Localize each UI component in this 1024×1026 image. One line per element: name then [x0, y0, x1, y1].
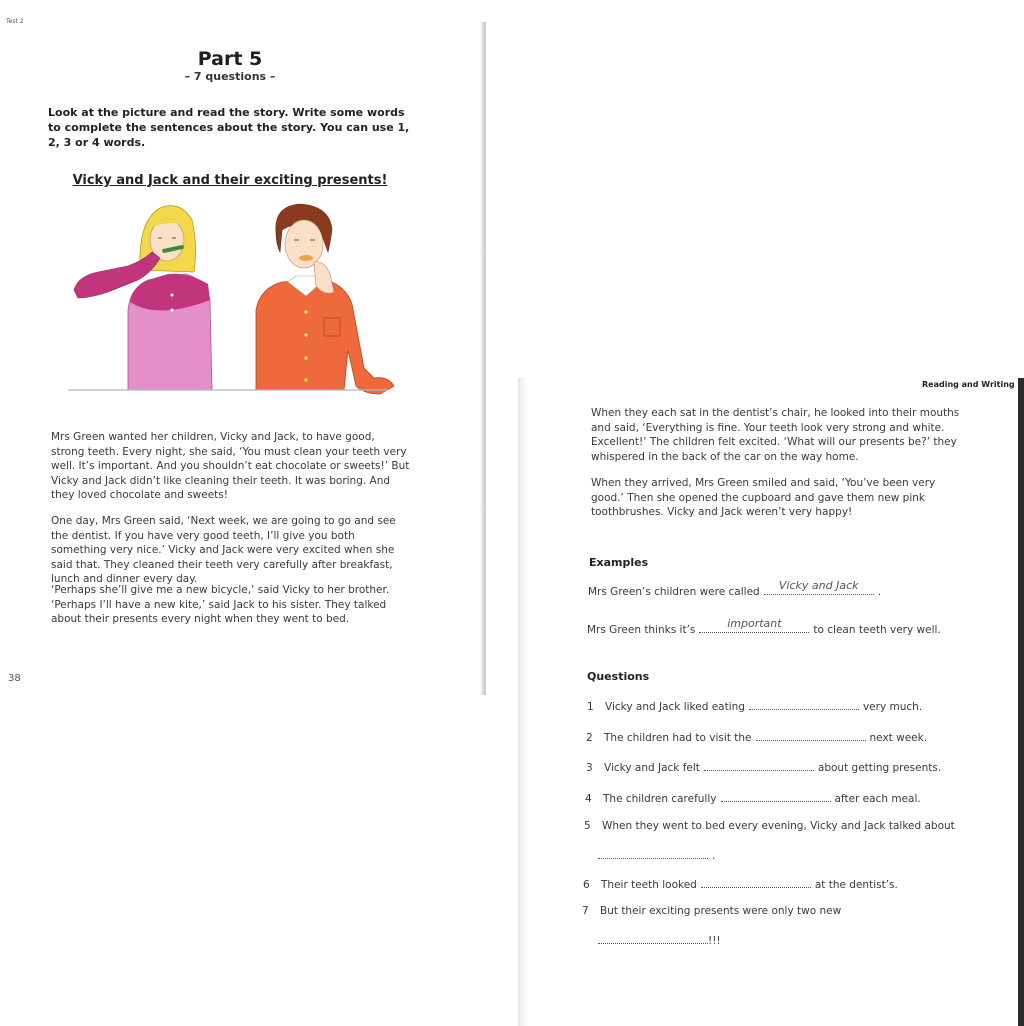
question-row: [584, 820, 955, 832]
question-number: 7: [582, 905, 589, 917]
answer-blank[interactable]: [721, 789, 831, 802]
question-text: next week.: [869, 732, 928, 744]
question-text: Vicky and Jack felt: [604, 762, 700, 774]
page-fold-right: [518, 378, 528, 1026]
question-text: !!!: [708, 935, 721, 947]
question-continuation: [598, 846, 715, 862]
story-paragraph: One day, Mrs Green said, ‘Next week, we are going to go and see the dentist. If you have very good teeth, I’ll give you both something very nice.’ Vicky and Jack were very excited when she said that. They cleaned their teeth very carefully after breakfast, lunch and dinner every day.: [51, 515, 396, 586]
page-number: 38: [8, 673, 21, 684]
question-text: about getting presents.: [817, 762, 942, 774]
questions-heading: Questions: [587, 670, 650, 683]
example-text: to clean teeth very well.: [813, 624, 941, 636]
vicky-figure: [74, 206, 212, 390]
story-title: Vicky and Jack and their exciting presents!: [72, 173, 388, 188]
jack-figure: [256, 204, 394, 394]
page-edge: [1018, 378, 1024, 1026]
answer-blank[interactable]: [701, 875, 811, 888]
examples-heading: Examples: [589, 556, 649, 569]
part-subtitle: – 7 questions –: [184, 70, 276, 83]
story-paragraph: ‘Perhaps she’ll give me a new bicycle,’ said Vicky to her brother. ‘Perhaps I’ll have a new kite,’ said Jack to his sister. They talked about their presents every night when they went to bed.: [51, 584, 390, 626]
example-answer: Vicky and Jack: [778, 579, 859, 592]
question-text: at the dentist’s.: [814, 879, 898, 891]
question-text: Their teeth looked: [601, 879, 697, 891]
answer-blank[interactable]: [598, 846, 708, 859]
part-title: Part 5: [197, 48, 263, 70]
question-number: 2: [586, 732, 593, 744]
question-text: after each meal.: [834, 793, 921, 805]
question-text: Vicky and Jack liked eating: [605, 701, 745, 713]
question-continuation: [598, 931, 721, 947]
story-paragraph: Mrs Green wanted her children, Vicky and Jack, to have good, strong teeth. Every night, she said, ‘You must clean your teeth very well. It’s important. And you shouldn’t eat chocolate or sweets!’ But Vicky and Jack didn’t like cleaning their teeth. It was boring. And they loved chocolate and sweets!: [51, 431, 410, 502]
story-paragraph: When they each sat in the dentist’s chair, he looked into their mouths and said, ‘Everything is fine. Your teeth look very strong and white. Excellent!’ The children felt excited. ‘What will our presents be?’ they whispered in the back of the car on the way home.: [591, 407, 960, 463]
question-row: [587, 697, 922, 713]
question-row: [586, 758, 941, 774]
question-number: 6: [583, 879, 590, 891]
answer-blank: [699, 617, 809, 633]
page-fold-left: [480, 22, 486, 695]
question-row: [583, 875, 898, 891]
question-row: [582, 905, 841, 917]
question-text: When they went to bed every evening, Vicky and Jack talked about: [602, 820, 955, 832]
question-row: [586, 728, 927, 744]
question-text: very much.: [862, 701, 923, 713]
question-text: .: [712, 850, 716, 862]
question-text: The children had to visit the: [604, 732, 752, 744]
question-number: 5: [584, 820, 591, 832]
answer-blank[interactable]: [749, 697, 859, 710]
question-text: The children carefully: [603, 793, 717, 805]
example-row: [588, 579, 882, 598]
story-paragraph: When they arrived, Mrs Green smiled and said, ‘You’ve been very good.’ Then she opened the cupboard and gave them new pink toothbrushes. Vicky and Jack weren’t very happy!: [591, 477, 936, 519]
answer-blank[interactable]: [598, 931, 708, 944]
example-answer: important: [727, 617, 782, 630]
question-number: 1: [587, 701, 594, 713]
example-text: .: [877, 586, 882, 598]
example-text: Mrs Green’s children were called: [588, 586, 760, 598]
example-row: [587, 617, 941, 636]
question-number: 3: [586, 762, 593, 774]
answer-blank[interactable]: [704, 758, 814, 771]
section-header: Reading and Writing: [922, 380, 1015, 389]
question-number: 4: [585, 793, 592, 805]
answer-blank: [764, 579, 874, 595]
question-text: But their exciting presents were only two new: [600, 905, 842, 917]
illustration: [68, 200, 398, 398]
answer-blank[interactable]: [756, 728, 866, 741]
question-row: [585, 789, 921, 805]
example-text: Mrs Green thinks it’s: [587, 624, 696, 636]
running-header: Test 2: [6, 18, 24, 25]
instructions: Look at the picture and read the story. Write some words to complete the sentences about the story. You can use 1, 2, 3 or 4 words.: [48, 106, 410, 149]
